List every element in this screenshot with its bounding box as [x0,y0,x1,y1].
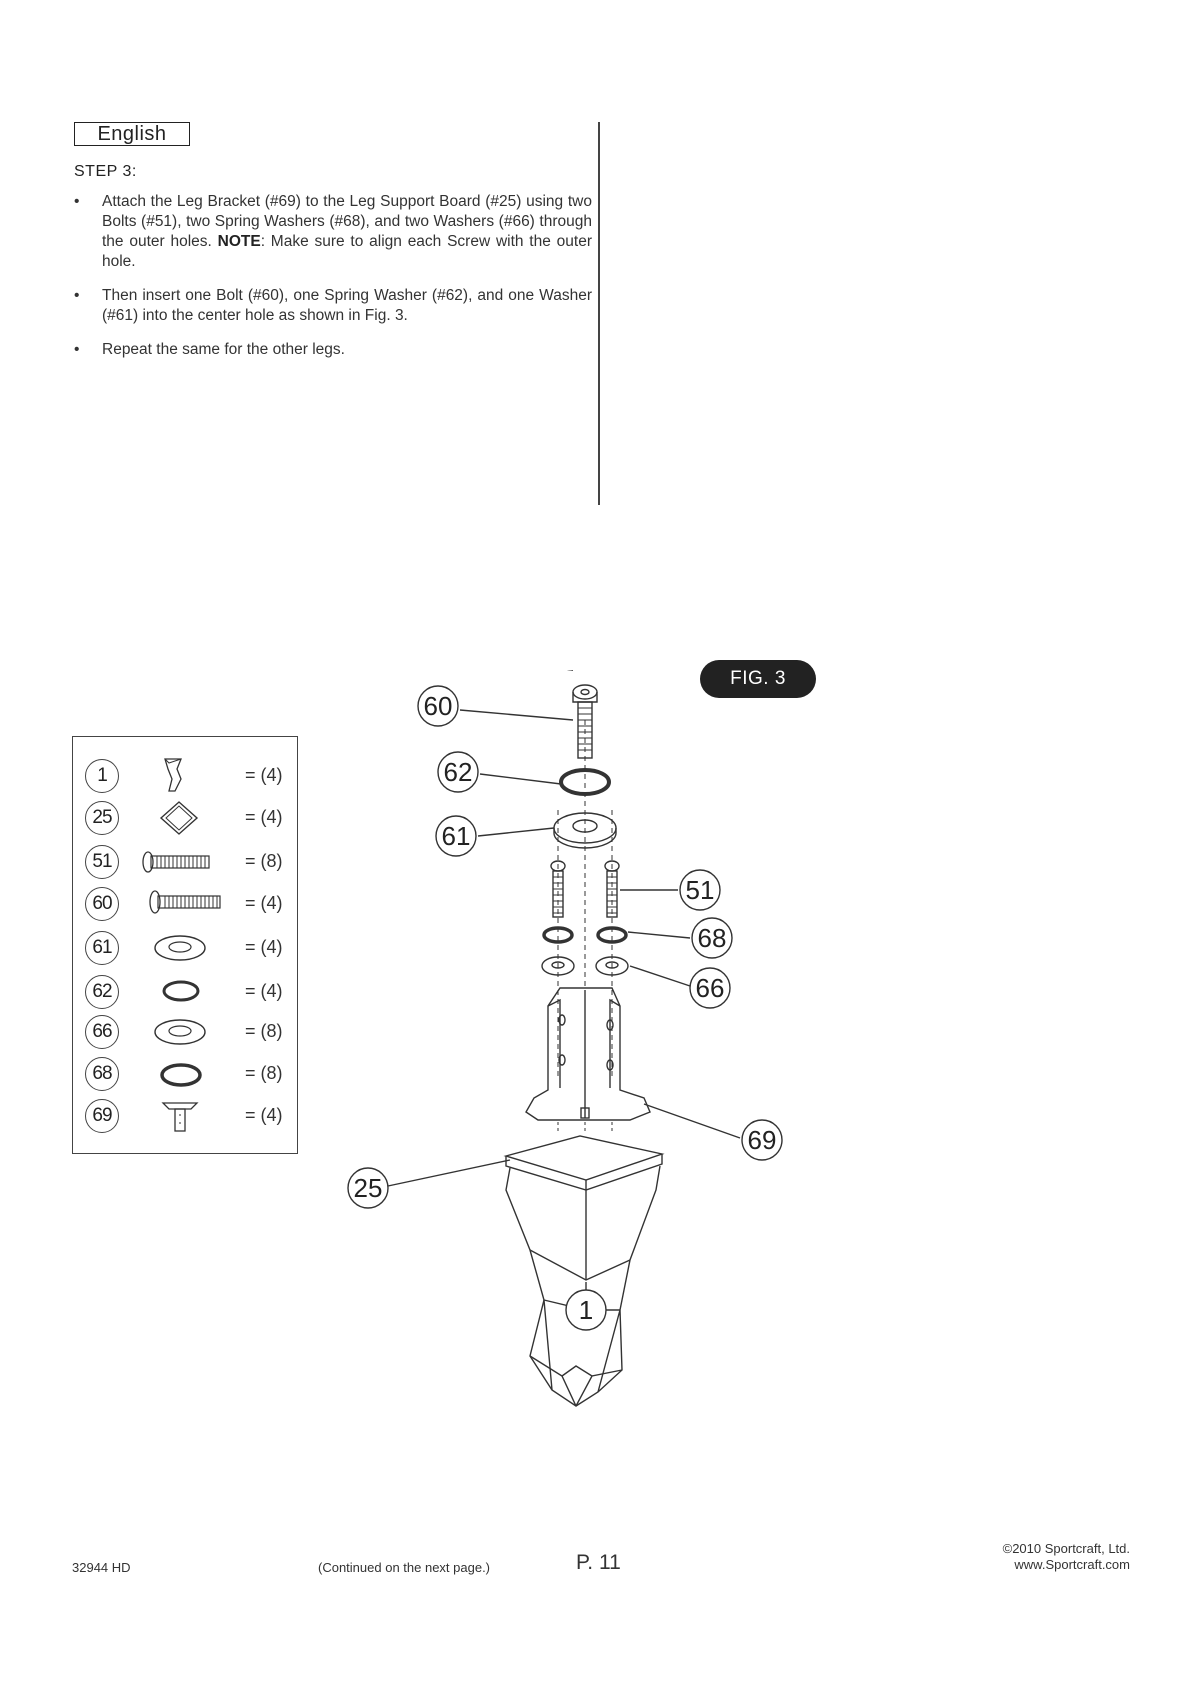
callout-label: 1 [578,1295,594,1325]
part-quantity: = (8) [245,1021,283,1041]
part-quantity: = (8) [245,1063,283,1083]
instructions [74,192,592,374]
page-number: P. 11 [576,1551,621,1574]
callout-label: 60 [423,691,453,721]
part-number: 60 [85,887,119,921]
support-board-icon [506,1136,662,1190]
product-code: 32944 HD [72,1560,131,1575]
callout-label: 51 [685,875,715,905]
note-label: NOTE [217,233,261,250]
bolt-icon [551,861,565,917]
instruction-bullet-3 [74,340,592,360]
washer-icon [135,929,235,967]
part-row [73,1097,297,1137]
spring-washer-icon [561,770,609,794]
exploded-diagram [330,670,800,1430]
leg-icon [506,1166,660,1406]
part-quantity: = (4) [245,1105,283,1125]
bolt-icon [135,843,235,881]
part-row [73,885,297,925]
step-title: STEP 3: [74,163,137,180]
part-row [73,757,297,797]
website-link: www.Sportcraft.com [1014,1557,1130,1572]
part-quantity: = (4) [245,807,283,827]
callout-label: 61 [441,821,471,851]
continued-note: (Continued on the next page.) [318,1560,491,1575]
part-number: 1 [85,759,119,793]
copyright: ©2010 Sportcraft, Ltd. [1002,1541,1130,1556]
figure-badge: FIG. 3 [700,660,816,698]
instruction-text: : Make sure to align each Screw with the outer hole. [102,233,592,270]
part-row [73,1055,297,1095]
diagram-canvas [330,670,800,1430]
part-quantity: = (4) [245,893,283,913]
part-quantity: = (8) [245,851,283,871]
long-bolt-icon [135,885,235,923]
part-quantity: = (4) [245,765,283,785]
instruction-text: Then insert one Bolt (#60), one Spring Washer (#62), and one Washer (#61) into the center hole as shown in Fig. 3. [102,287,592,324]
leg-icon [135,757,235,795]
instruction-bullet-1 [74,192,592,272]
part-row [73,973,297,1013]
part-number: 68 [85,1057,119,1091]
callout-label: 66 [695,973,725,1003]
part-quantity: = (4) [245,981,283,1001]
part-row [73,929,297,969]
part-row [73,799,297,839]
part-number: 25 [85,801,119,835]
callout-label: 68 [697,923,727,953]
parts-list [72,736,298,1154]
part-number: 51 [85,845,119,879]
bolt-icon [605,861,619,917]
part-row [73,843,297,883]
callout-label: 62 [443,757,473,787]
instruction-text: Repeat the same for the other legs. [102,341,345,358]
part-number: 69 [85,1099,119,1133]
leg-bracket-icon [135,1097,235,1135]
copyright-block [960,1541,1130,1573]
part-number: 66 [85,1015,119,1049]
part-number: 62 [85,975,119,1009]
part-number: 61 [85,931,119,965]
spring-washer-icon [135,973,235,1011]
washer-icon [135,1013,235,1051]
support-board-icon [135,799,235,837]
instruction-text: Attach the Leg Bracket (#69) to the Leg Support Board (#25) using two Bolts (#51), two Spring Washers (#68), and two Washers (#66) through the outer holes. [102,193,592,250]
part-row [73,1013,297,1053]
instruction-bullet-2 [74,286,592,326]
leg-bracket-icon [526,988,650,1120]
part-quantity: = (4) [245,937,283,957]
callout-label: 25 [353,1173,383,1203]
callout-label: 69 [747,1125,777,1155]
column-divider [598,122,600,505]
language-tab: English [74,122,190,146]
spring-washer-icon [135,1055,235,1093]
